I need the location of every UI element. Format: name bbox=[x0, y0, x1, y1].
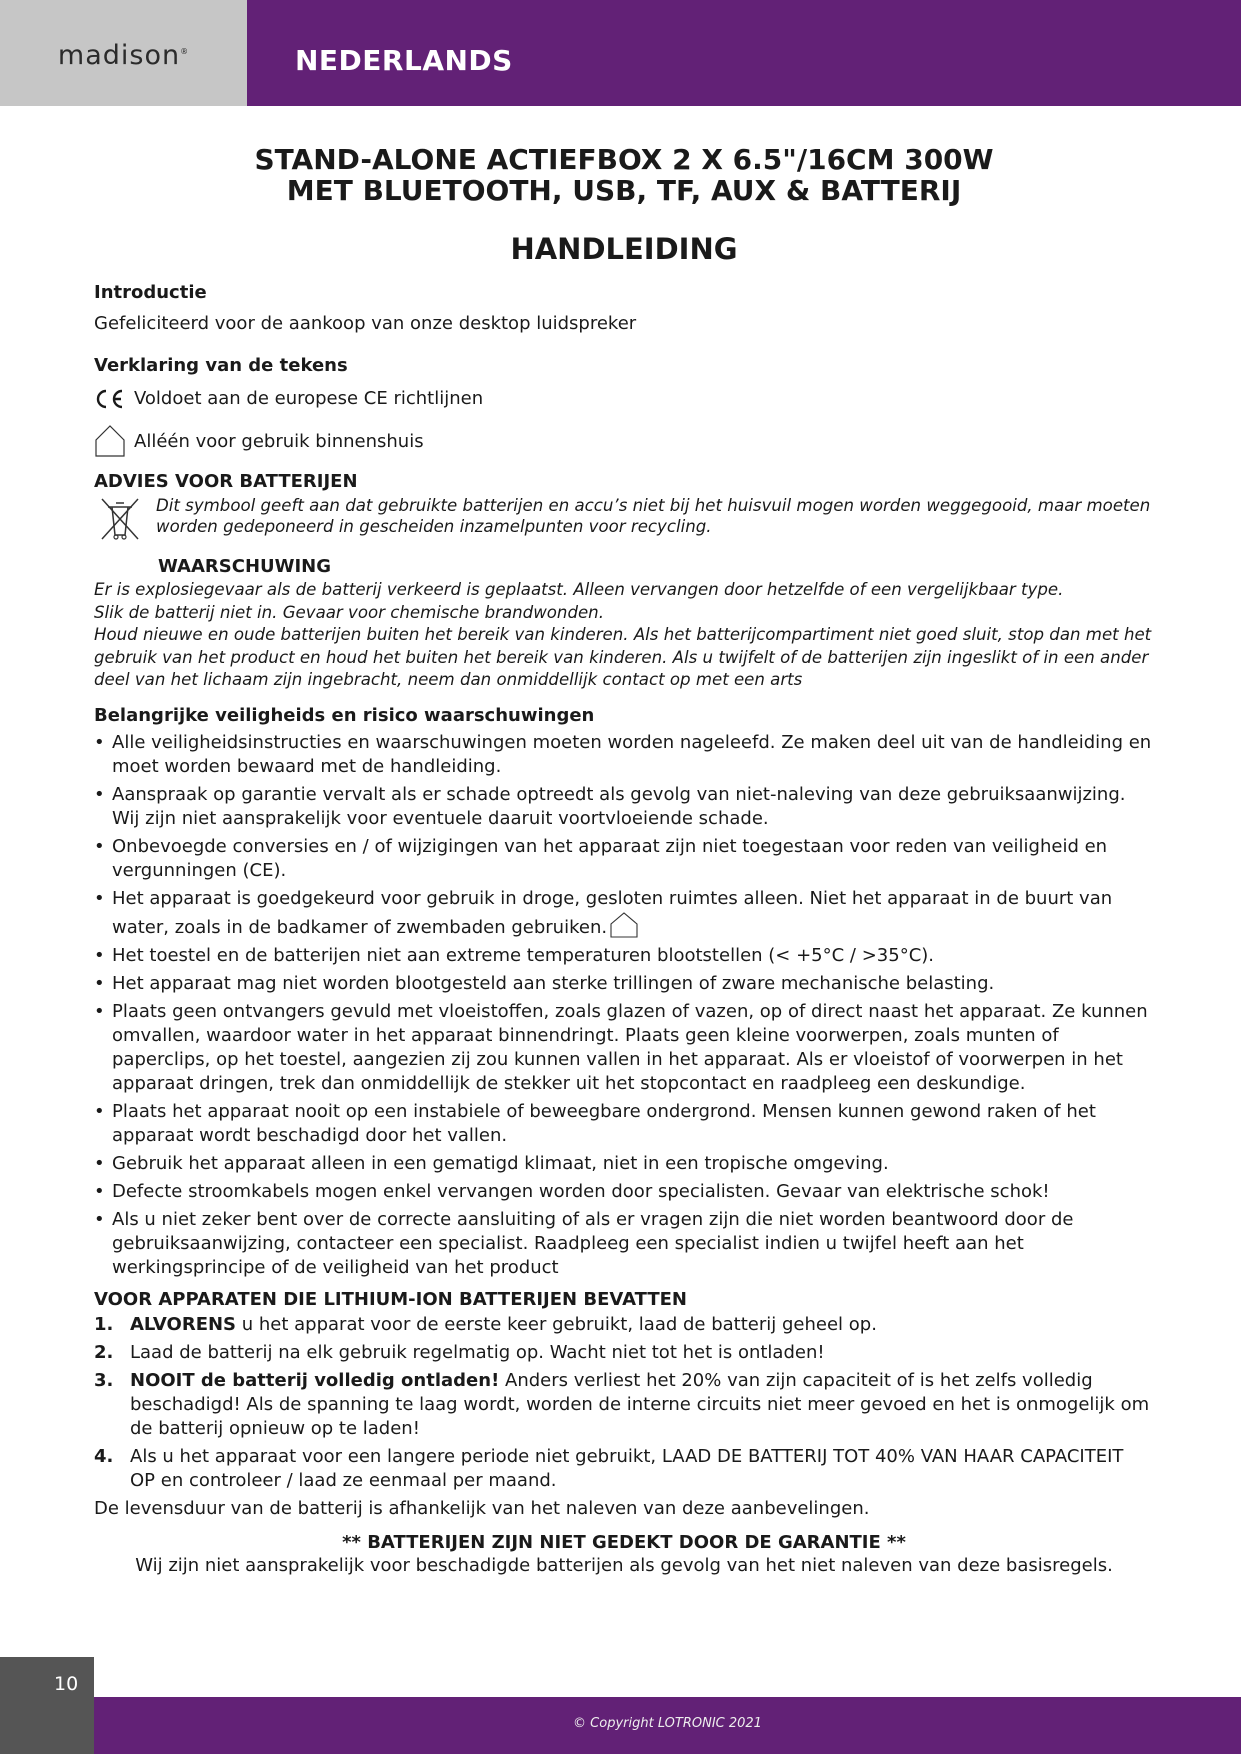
brand-logo-area bbox=[0, 0, 247, 106]
item-text: Als u het apparaat voor een langere periode niet gebruikt, LAAD DE BATTERIJ TOT 40% VAN HAAR CAPACITEIT OP en controleer / laad ze eenmaal per maand. bbox=[130, 1445, 1124, 1491]
item-bold: NOOIT de batterij volledig ontladen! bbox=[130, 1369, 500, 1391]
list-item bbox=[94, 887, 1154, 940]
lithium-heading: VOOR APPARATEN DIE LITHIUM-ION BATTERIJEN BEVATTEN bbox=[94, 1288, 687, 1310]
list-item bbox=[94, 1445, 1154, 1493]
intro-heading: Introductie bbox=[94, 282, 207, 303]
item-text: Anders verliest het 20% van zijn capaciteit of is het zelfs volledig beschadigd! Als de spanning te laag wordt, worden de interne circuits niet meer gevoed en het is onmogelijk om de batterij opnieuw op te laden! bbox=[130, 1369, 1150, 1439]
lifespan-text: De levensduur van de batterij is afhankelijk van het naleven van deze aanbevelingen. bbox=[94, 1497, 870, 1519]
item-number: 4. bbox=[94, 1445, 114, 1467]
list-item bbox=[94, 1313, 1154, 1337]
copyright-text: © Copyright LOTRONIC 2021 bbox=[573, 1716, 762, 1731]
intro-section bbox=[94, 281, 1154, 335]
warning-line: Er is explosiegevaar als de batterij verkeerd is geplaatst. Alleen vervangen door hetzelfde of een vergelijkbaar type. bbox=[94, 580, 1064, 599]
list-item: • Gebruik het apparaat alleen in een gematigd klimaat, niet in een tropische omgeving. bbox=[94, 1152, 1154, 1176]
warning-line: Houd nieuwe en oude batterijen buiten het bereik van kinderen. Als het batterijcompartiment niet goed sluit, stop dan met het gebruik van het product en houd het buiten het bereik van kinderen. Als u twijfelt of de batterijen zijn ingeslikt of in een ander deel van het lichaam zijn ingebracht, neem dan onmiddellijk contact op met een arts bbox=[94, 625, 1152, 689]
battery-advice-section bbox=[94, 470, 1154, 692]
warranty-text: Wij zijn niet aansprakelijk voor beschadigde batterijen als gevolg van het niet naleven van deze basisregels. bbox=[135, 1554, 1113, 1576]
indoor-sign-text: Alléén voor gebruik binnenshuis bbox=[134, 430, 424, 452]
house-icon bbox=[94, 424, 126, 458]
item-number: 2. bbox=[94, 1341, 114, 1363]
product-title-line-1: STAND-ALONE ACTIEFBOX 2 X 6.5"/16CM 300W bbox=[254, 143, 994, 176]
recycling-text: Dit symbool geeft aan dat gebruikte batterijen en accu’s niet bij het huisvuil mogen worden weggegooid, maar moeten worden gedeponeerd in gescheiden inzamelpunten voor recycling. bbox=[156, 496, 1151, 536]
list-item: • Alle veiligheidsinstructies en waarschuwingen moeten worden nageleefd. Ze maken deel uit van de handleiding en moet worden bewaard met de handleiding. bbox=[94, 731, 1154, 779]
item-text: u het apparat voor de eerste keer gebruikt, laad de batterij geheel op. bbox=[236, 1313, 877, 1335]
lithium-list bbox=[94, 1313, 1154, 1493]
safety-list bbox=[94, 731, 1154, 1280]
indoor-sign-row bbox=[94, 424, 1154, 458]
list-item: • Aanspraak op garantie vervalt als er schade optreedt als gevolg van niet-naleving van deze gebruiksaanwijzing. Wij zijn niet aansprakelijk voor eventuele daaruit voortvloeiende schade. bbox=[94, 783, 1154, 831]
lithium-section bbox=[94, 1288, 1154, 1520]
list-item: • Het toestel en de batterijen niet aan extreme temperaturen blootstellen (< +5°C / >35°C). bbox=[94, 944, 1154, 968]
signs-heading: Verklaring van de tekens bbox=[94, 355, 348, 376]
ce-mark-icon bbox=[94, 388, 126, 410]
ce-sign-text: Voldoet aan de europese CE richtlijnen bbox=[134, 388, 484, 409]
list-item: • Het apparaat mag niet worden blootgesteld aan sterke trillingen of zware mechanische belasting. bbox=[94, 972, 1154, 996]
warning-heading: WAARSCHUWING bbox=[158, 556, 332, 577]
signs-section bbox=[94, 354, 1154, 458]
item-number: 3. bbox=[94, 1369, 114, 1391]
page-number: 10 bbox=[54, 1673, 79, 1695]
house-icon bbox=[609, 911, 639, 939]
intro-text: Gefeliciteerd voor de aankoop van onze desktop luidspreker bbox=[94, 313, 637, 334]
list-item: • Plaats geen ontvangers gevuld met vloeistoffen, zoals glazen of vazen, op of direct naast het apparaat. Ze kunnen omvallen, waardoor water in het apparaat binnendringt. Plaats geen kleine voorwerpen, zoals munten of paperclips, op het toestel, aangezien zij zou kunnen vallen in het apparaat. Als er vloeistof of voorwerpen in het apparaat dringen, trek dan onmiddellijk de stekker uit het stopcontact en raadpleeg een deskundige. bbox=[94, 1000, 1154, 1096]
list-item: • Als u niet zeker bent over de correcte aansluiting of als er vragen zijn die niet worden beantwoord door de gebruiksaanwijzing, contacteer een specialist. Raadpleeg een specialist indien u twijfel heeft aan het werkingsprincipe of de veiligheid van het product bbox=[94, 1208, 1154, 1280]
item-bold: ALVORENS bbox=[130, 1313, 237, 1335]
manual-title: HANDLEIDING bbox=[510, 232, 738, 266]
footer-bar bbox=[94, 1697, 1241, 1754]
document-body bbox=[94, 140, 1154, 1577]
language-label: NEDERLANDS bbox=[295, 44, 513, 77]
page-number-box bbox=[0, 1657, 94, 1754]
list-item: • Onbevoegde conversies en / of wijzigingen van het apparaat zijn niet toegestaan voor reden van veiligheid en vergunningen (CE). bbox=[94, 835, 1154, 883]
product-title-line-2: MET BLUETOOTH, USB, TF, AUX & BATTERIJ bbox=[286, 174, 962, 207]
product-title bbox=[94, 144, 1154, 206]
list-item bbox=[94, 1369, 1154, 1441]
list-item bbox=[94, 1341, 1154, 1365]
safety-section bbox=[94, 704, 1154, 1280]
battery-advice-heading: ADVIES VOOR BATTERIJEN bbox=[94, 471, 358, 492]
crossed-bin-icon bbox=[94, 495, 146, 541]
warranty-heading: ** BATTERIJEN ZIJN NIET GEDEKT DOOR DE GARANTIE ** bbox=[342, 1531, 906, 1553]
list-item: • Defecte stroomkabels mogen enkel vervangen worden door specialisten. Gevaar van elektrische schok! bbox=[94, 1180, 1154, 1204]
item-text: Laad de batterij na elk gebruik regelmatig op. Wacht niet tot het is ontladen! bbox=[130, 1341, 825, 1363]
item-number: 1. bbox=[94, 1313, 114, 1335]
list-item: • Plaats het apparaat nooit op een instabiele of beweegbare ondergrond. Mensen kunnen gewond raken of het apparaat wordt beschadigd door het vallen. bbox=[94, 1100, 1154, 1148]
warning-line: Slik de batterij niet in. Gevaar voor chemische brandwonden. bbox=[94, 602, 604, 622]
safety-heading: Belangrijke veiligheids en risico waarschuwingen bbox=[94, 704, 595, 726]
brand-logo: madison® bbox=[57, 39, 190, 71]
list-item-text: Het apparaat is goedgekeurd voor gebruik in droge, gesloten ruimtes alleen. Niet het apparaat in de buurt van water, zoals in de badkamer of zwembaden gebruiken. bbox=[112, 887, 1113, 938]
ce-sign-row bbox=[94, 387, 1154, 410]
recycling-row bbox=[94, 495, 1154, 541]
